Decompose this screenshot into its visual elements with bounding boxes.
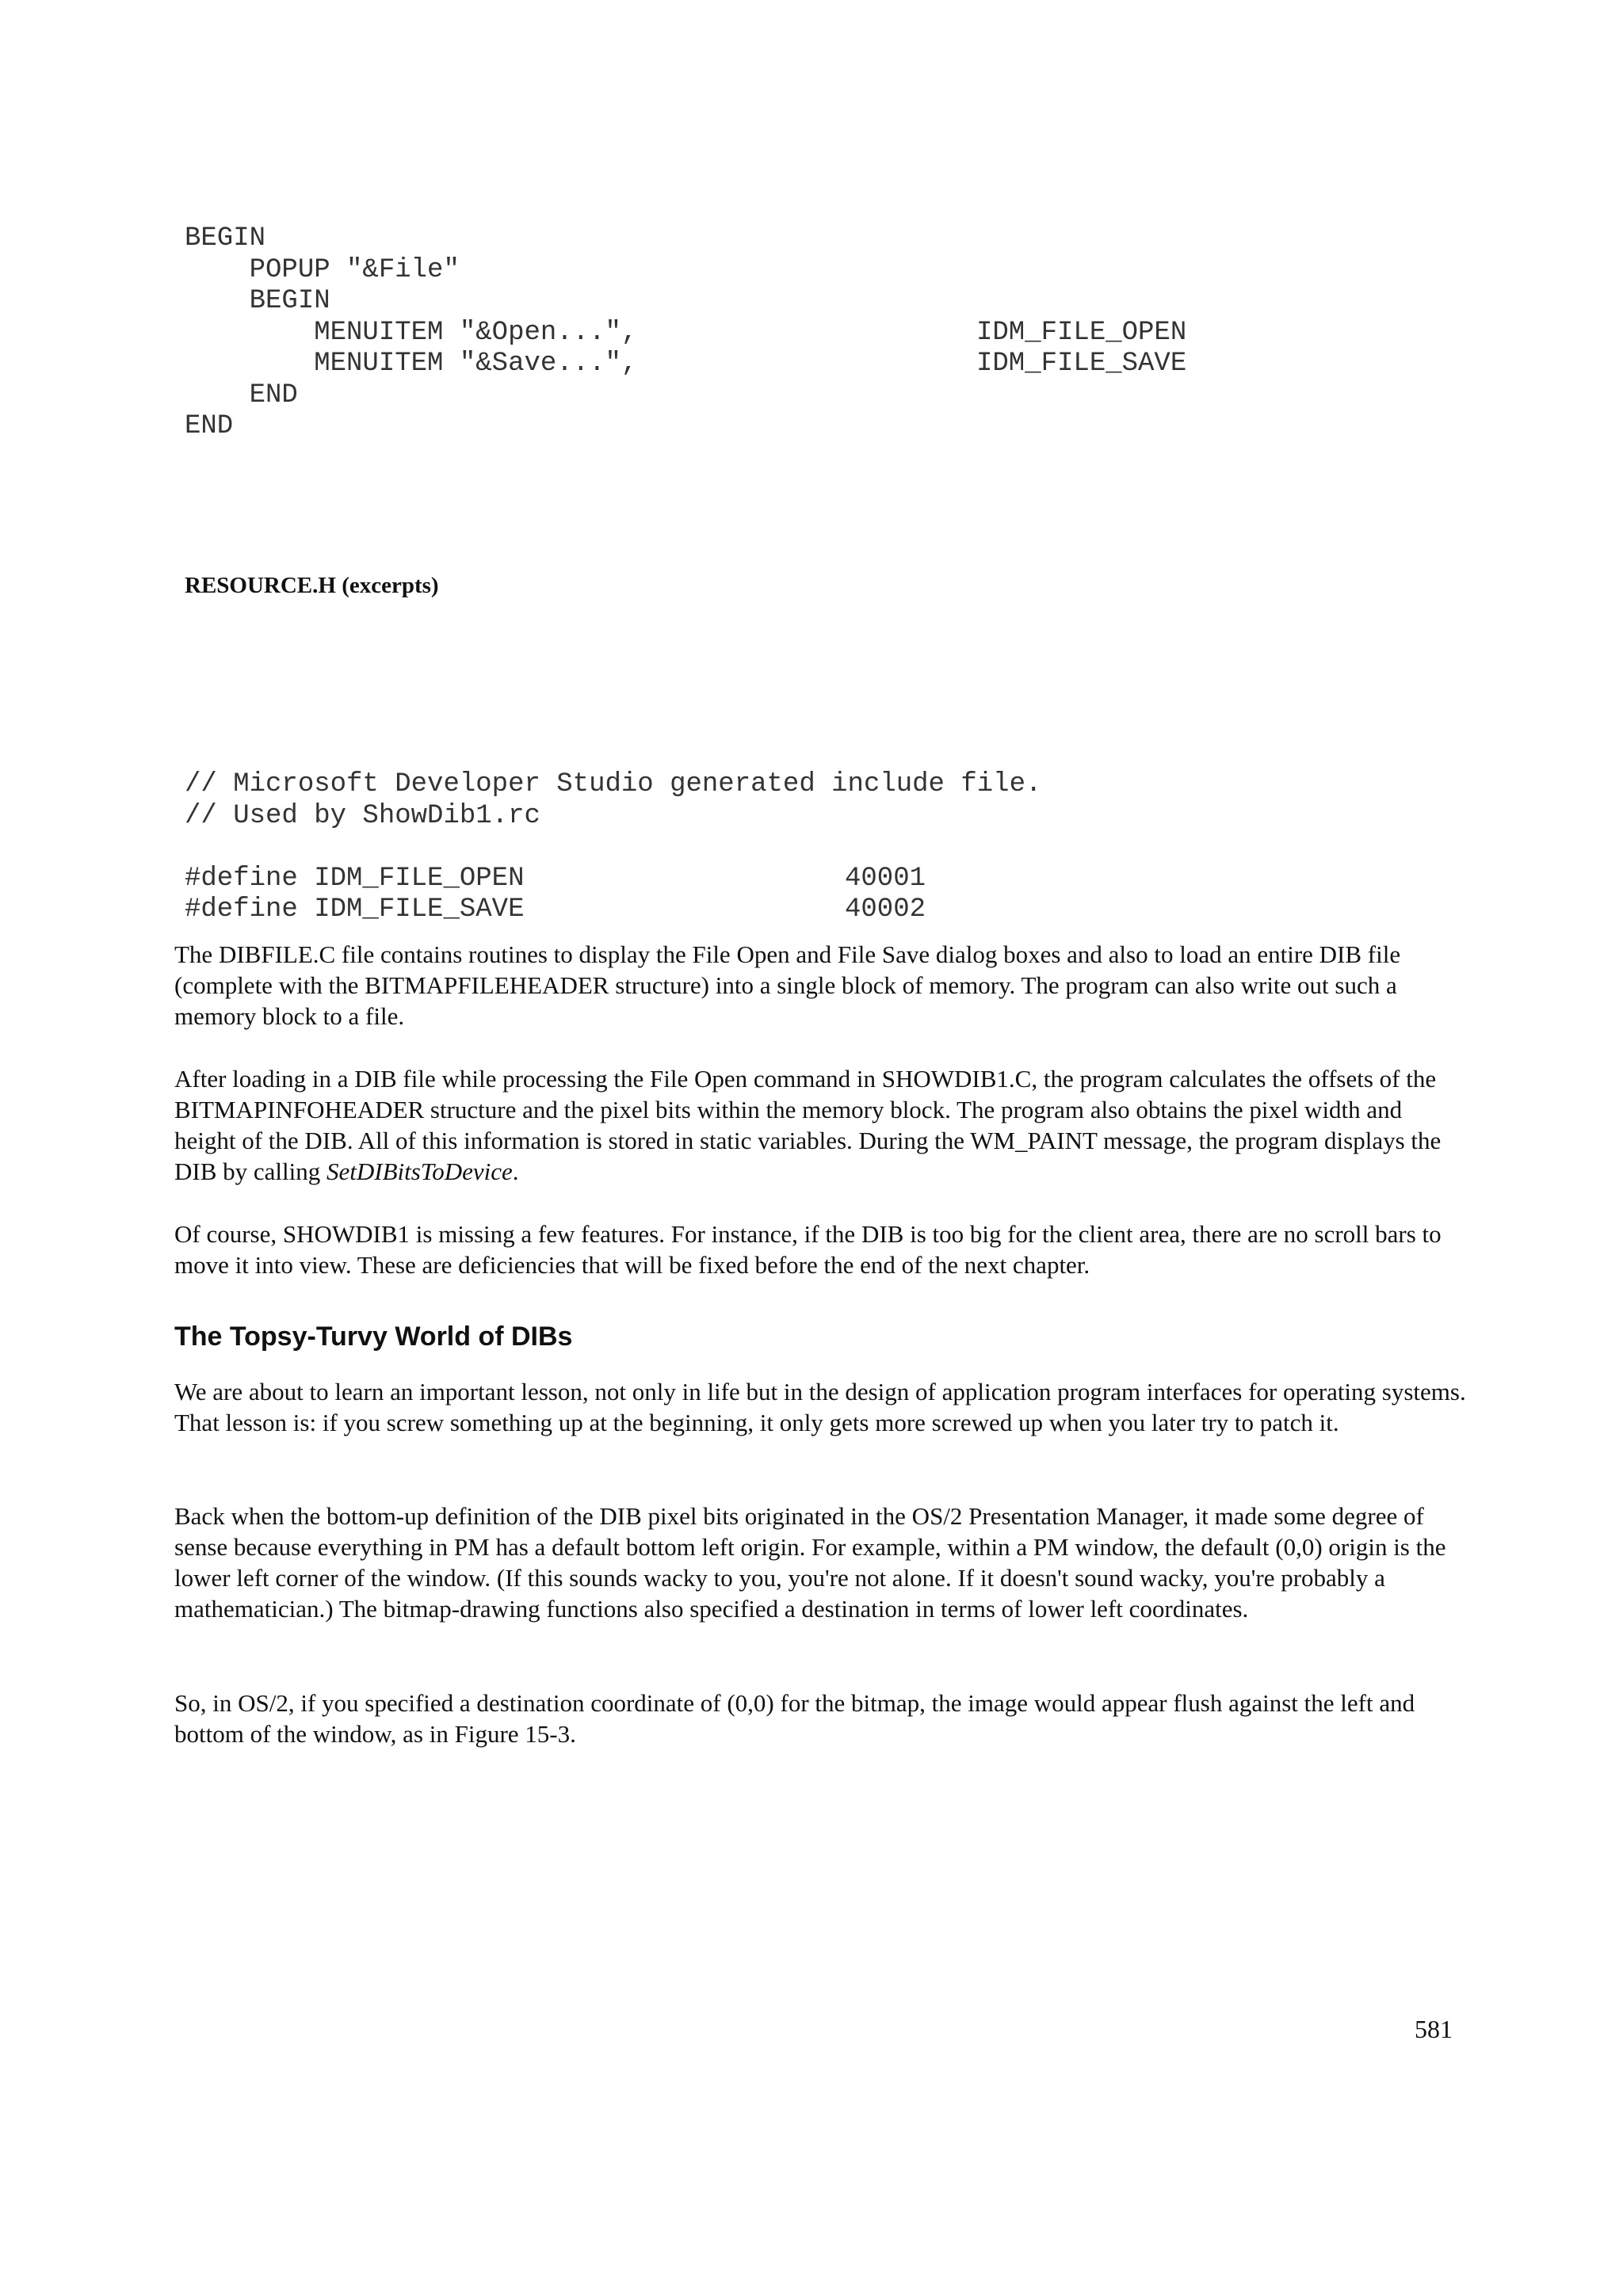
page-number: 581 bbox=[1415, 2015, 1453, 2043]
paragraph-text: . bbox=[512, 1158, 519, 1185]
code-line: END bbox=[185, 380, 298, 410]
code-comment: // Used by ShowDib1.rc bbox=[185, 801, 540, 831]
paragraph-destination: So, in OS/2, if you specified a destination coordinate of (0,0) for the bitmap, the image would appear flush against the left and bottom of the window, as in Figure 15-3. bbox=[174, 1689, 1415, 1748]
paragraph-lesson: We are about to learn an important lesson, not only in life but in the design of application program interfaces for operating systems. That lesson is: if you screw something up at the beginning, it only gets more screwed up when you later try to patch it. bbox=[174, 1378, 1466, 1436]
code-line: POPUP "&File" bbox=[185, 255, 460, 285]
paragraph-dibfile: The DIBFILE.C file contains routines to display the File Open and File Save dialog boxes and also to load an entire DIB file (complete with the BITMAPFILEHEADER structure) into a single block of memory. The program can also write out such a memory block to a file. bbox=[174, 940, 1401, 1030]
code-id: IDM_FILE_SAVE bbox=[976, 349, 1187, 379]
define-name: #define IDM_FILE_OPEN bbox=[185, 864, 525, 894]
paragraph-loading bbox=[174, 1063, 1466, 1187]
paragraph-text: After loading in a DIB file while processing the File Open command in SHOWDIB1.C, the program calculates the offsets of the BITMAPINFOHEADER structure and the pixel bits within the memory block. The program also obtains the pixel width and height of the DIB. All of this information is stored in static variables. During the WM_PAINT message, the program displays the DIB by calling bbox=[174, 1065, 1442, 1185]
code-line: MENUITEM "&Save...", bbox=[185, 349, 638, 379]
code-line: MENUITEM "&Open...", bbox=[185, 318, 638, 348]
function-name: SetDIBitsToDevice bbox=[327, 1158, 513, 1185]
code-line: BEGIN bbox=[185, 286, 330, 316]
define-value: 40002 bbox=[845, 894, 926, 925]
code-comment: // Microsoft Developer Studio generated include file. bbox=[185, 769, 1042, 799]
define-value: 40001 bbox=[845, 864, 926, 894]
paragraph-os2: Back when the bottom-up definition of the DIB pixel bits originated in the OS/2 Presentation Manager, it made some degree of sense because everything in PM has a default bottom left origin. For example, within a PM window, the default (0,0) origin is the lower left corner of the window. (If this sounds wacky to you, you're not alone. If it doesn't sound wacky, you're probably a mathematician.) The bitmap-drawing functions also specified a destination in terms of lower left coordinates. bbox=[174, 1502, 1446, 1623]
resource-h-label: RESOURCE.H (excerpts) bbox=[185, 573, 439, 598]
code-line: BEGIN bbox=[185, 223, 266, 254]
code-id: IDM_FILE_OPEN bbox=[976, 318, 1187, 348]
paragraph-features: Of course, SHOWDIB1 is missing a few features. For instance, if the DIB is too big for the client area, there are no scroll bars to move it into view. These are deficiencies that will be fixed before the end of the next chapter. bbox=[174, 1220, 1442, 1279]
define-name: #define IDM_FILE_SAVE bbox=[185, 894, 525, 925]
code-line: END bbox=[185, 411, 234, 441]
section-heading: The Topsy-Turvy World of DIBs bbox=[174, 1322, 573, 1352]
